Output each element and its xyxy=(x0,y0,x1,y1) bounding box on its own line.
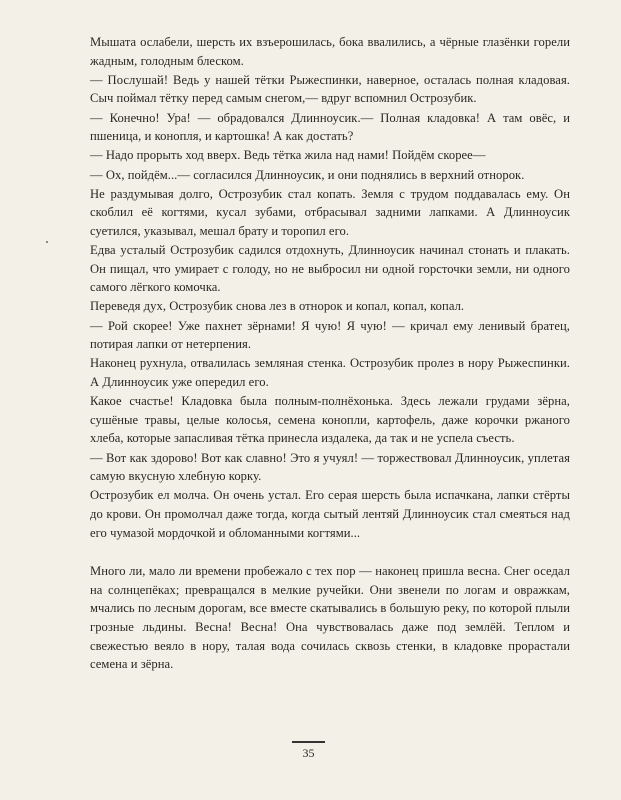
paragraph: Много ли, мало ли времени пробежало с тех пор — наконец пришла весна. Снег оседал на солнцепёках; превращался в мелкие ручейки. Они звенели по логам и овражкам, мчались по лесным дорогам, все вместе скатывались в большую реку, по которой плыли грозные льдины. Весна! Весна! Она чувствовалась даже под землёй. Теплом и свежестью веяло в нору, талая вода сочилась сквозь стенки, в кладовке прорастали семена и зёрна. xyxy=(90,564,570,672)
paragraph: — Послушай! Ведь у нашей тётки Рыжеспинки, наверное, осталась полная кладовая. Сыч поймал тётку перед самым снегом,— вдруг вспомнил Острозубик. xyxy=(90,72,570,106)
paragraph: Едва усталый Острозубик садился отдохнуть, Длинноусик начинал стонать и плакать. Он пищал, что умирает с голоду, но не выбросил ни одной горсточки земли, ни одного самого лёгкого комочка. xyxy=(90,243,570,295)
page-text xyxy=(90,33,570,674)
scan-speck xyxy=(46,241,48,243)
paragraph: — Рой скорее! Уже пахнет зёрнами! Я чую! Я чую! — кричал ему ленивый братец, потирая лапки от нетерпения. xyxy=(90,318,570,352)
page-number-rule xyxy=(292,741,325,743)
paragraph: Какое счастье! Кладовка была полным-полнёхонька. Здесь лежали грудами зёрна, сушёные травы, целые колосья, семена конопли, картофель, даже корочки ржаного хлеба, которые запасливая тётка принесла издалека, да так и не успела съесть. xyxy=(90,394,570,446)
paragraph: — Надо прорыть ход вверх. Ведь тётка жила над нами! Пойдём скорее— xyxy=(90,148,486,163)
paragraph: — Ох, пойдём...— согласился Длинноусик, и они поднялись в верхний отнорок. xyxy=(90,167,525,182)
paragraph: — Вот как здорово! Вот как славно! Это я учуял! — торжествовал Длинноусик, уплетая самую вкусную хлебную корку. xyxy=(90,450,570,484)
page-number: 35 xyxy=(302,746,315,760)
paragraph: Мышата ослабели, шерсть их взъерошилась, бока ввалились, а чёрные глазёнки горели жадным, голодным блеском. xyxy=(90,35,570,68)
paragraph: Острозубик ел молча. Он очень устал. Его серая шерсть была испачкана, лапки стёрты до крови. Он промолчал даже тогда, когда сытый лентяй Длинноусик стал смеяться над его чумазой мордочкой и обломанными когтями... xyxy=(90,488,570,540)
paragraph: Не раздумывая долго, Острозубик стал копать. Земля с трудом поддавалась ему. Он скоблил её когтями, кусал зубами, отбрасывал задними лапками. А Длинноусик суетился, указывал, мешал брату и торопил его. xyxy=(90,186,570,238)
paragraph: Наконец рухнула, отвалилась земляная стенка. Острозубик пролез в нору Рыжеспинки. А Длинноусик уже опередил его. xyxy=(90,356,570,390)
paragraph: — Конечно! Ура! — обрадовался Длинноусик.— Полная кладовка! А там овёс, и пшеница, и конопля, и картошка! А как достать? xyxy=(90,110,570,144)
paragraph: Переведя дух, Острозубик снова лез в отнорок и копал, копал, копал. xyxy=(90,299,465,314)
